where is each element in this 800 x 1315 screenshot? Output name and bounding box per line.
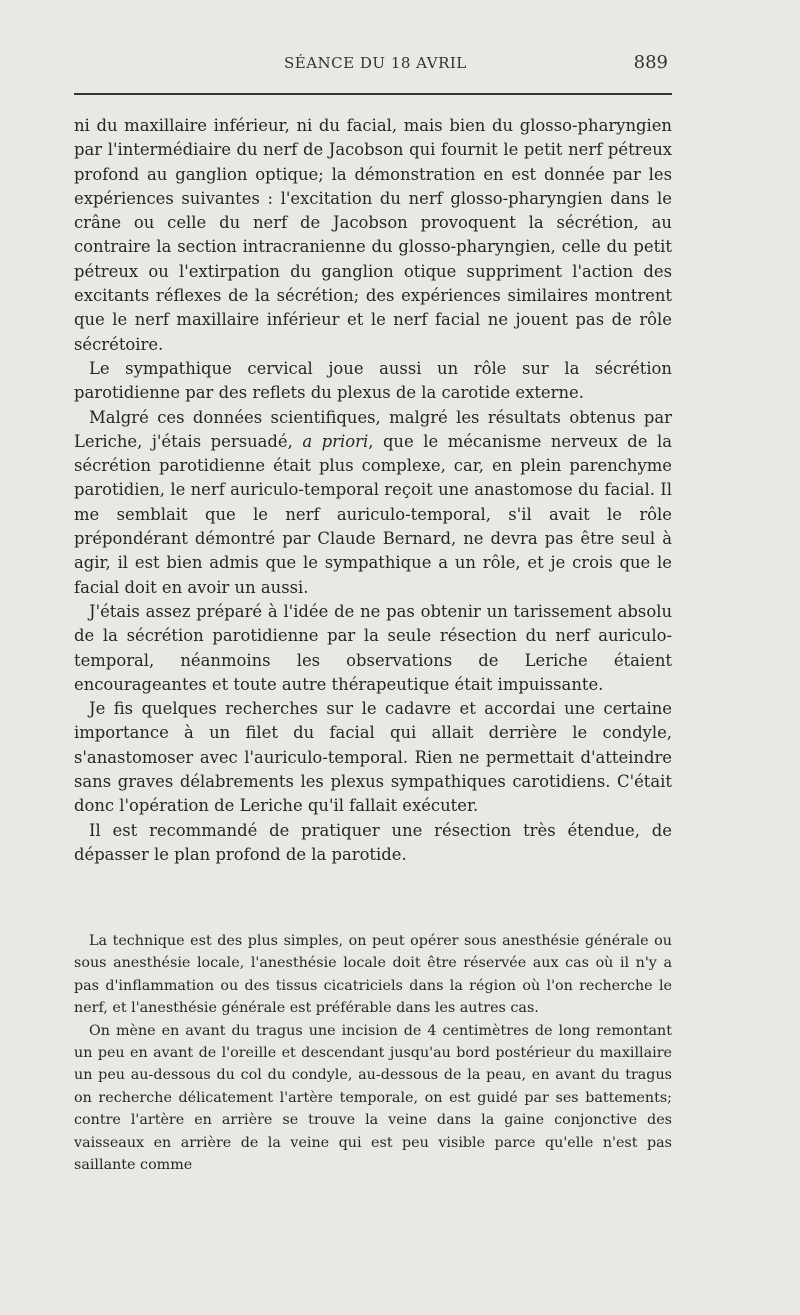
main-text bbox=[74, 114, 672, 867]
technique-paragraph-1: La technique est des plus simples, on peut opérer sous anesthésie générale ou sous anesthésie locale, l'anesthésie locale doit être réservée aux cas où il n'y a pas d'inflammation ou des tissus cicatriciels dans la région où l'on recherche le nerf, et l'anesthésie générale est préférable dans les autres cas. bbox=[74, 933, 672, 1017]
page-number: 889 bbox=[633, 52, 668, 73]
paragraph-5: Je fis quelques recherches sur le cadavre et accordai une certaine importance à un filet du facial qui allait derrière le condyle, s'anastomoser avec l'auriculo-temporal. Rien ne permettait d'atteindre sans graves délabrements les plexus sympathiques carotidiens. C'était donc l'opération de Leriche qu'il fallait exécuter. bbox=[74, 699, 672, 816]
technique-paragraph-2: On mène en avant du tragus une incision de 4 centimètres de long remontant un peu en avant de l'oreille et descendant jusqu'au bord postérieur du maxillaire un peu au-dessous du col du condyle, au-dessous de la peau, en avant du tragus on recherche délicatement l'artère temporale, on est guidé par ses battements; contre l'artère en arrière se trouve la veine dans la gaine conjonctive des vaisseaux en arrière de la veine qui est peu visible parce qu'elle n'est pas saillante comme bbox=[74, 1022, 672, 1174]
paragraph-6: Il est recommandé de pratiquer une résection très étendue, de dépasser le plan profond de la parotide. bbox=[74, 820, 672, 864]
paragraph-3 bbox=[74, 406, 672, 600]
paragraph-3-before: Malgré ces données scientifiques, malgré les résultats obtenus par Leriche, j'étais persuadé, bbox=[74, 407, 672, 451]
running-title: SÉANCE DU 18 AVRIL bbox=[284, 54, 467, 72]
paragraph-3-italic: a priori bbox=[302, 431, 369, 451]
technique-section bbox=[74, 930, 672, 1176]
paragraph-4: J'étais assez préparé à l'idée de ne pas obtenir un tarissement absolu de la sécrétion parotidienne par la seule résection du nerf auriculo-temporal, néanmoins les observations de Leriche étaient encourageantes et toute autre thérapeutique était impuissante. bbox=[74, 601, 672, 694]
paragraph-2: Le sympathique cervical joue aussi un rôle sur la sécrétion parotidienne par des reflets du plexus de la carotide externe. bbox=[74, 358, 672, 403]
header-rule bbox=[74, 93, 672, 95]
page-header bbox=[74, 50, 670, 80]
paragraph-1: ni du maxillaire inférieur, ni du facial, mais bien du glosso-pharyngien par l'intermédiaire du nerf de Jacobson qui fournit le petit nerf pétreux profond au ganglion optique; la démonstration en est donnée par les expériences suivantes : l'excitation du nerf glosso-pharyngien dans le crâne ou celle du nerf de Jacobson provoquent la sécrétion, au contraire la section intracranienne du glosso-pharyngien, celle du petit pétreux ou l'extirpation du ganglion otique suppriment l'action des excitants réflexes de la sécrétion; des expériences similaires montrent que le nerf maxillaire inférieur et le nerf facial ne jouent pas de rôle sécrétoire. bbox=[74, 116, 672, 354]
paragraph-3-after: , que le mécanisme nerveux de la sécrétion parotidienne était plus complexe, car, en plein parenchyme parotidien, le nerf auriculo-temporal reçoit une anastomose du facial. Il me semblait que le nerf auriculo-temporal, s'il avait le rôle prépondérant démontré par Claude Bernard, ne devra pas être seul à agir, il est bien admis que le sympathique a un rôle, et je crois que le facial doit en avoir un aussi. bbox=[74, 431, 672, 597]
